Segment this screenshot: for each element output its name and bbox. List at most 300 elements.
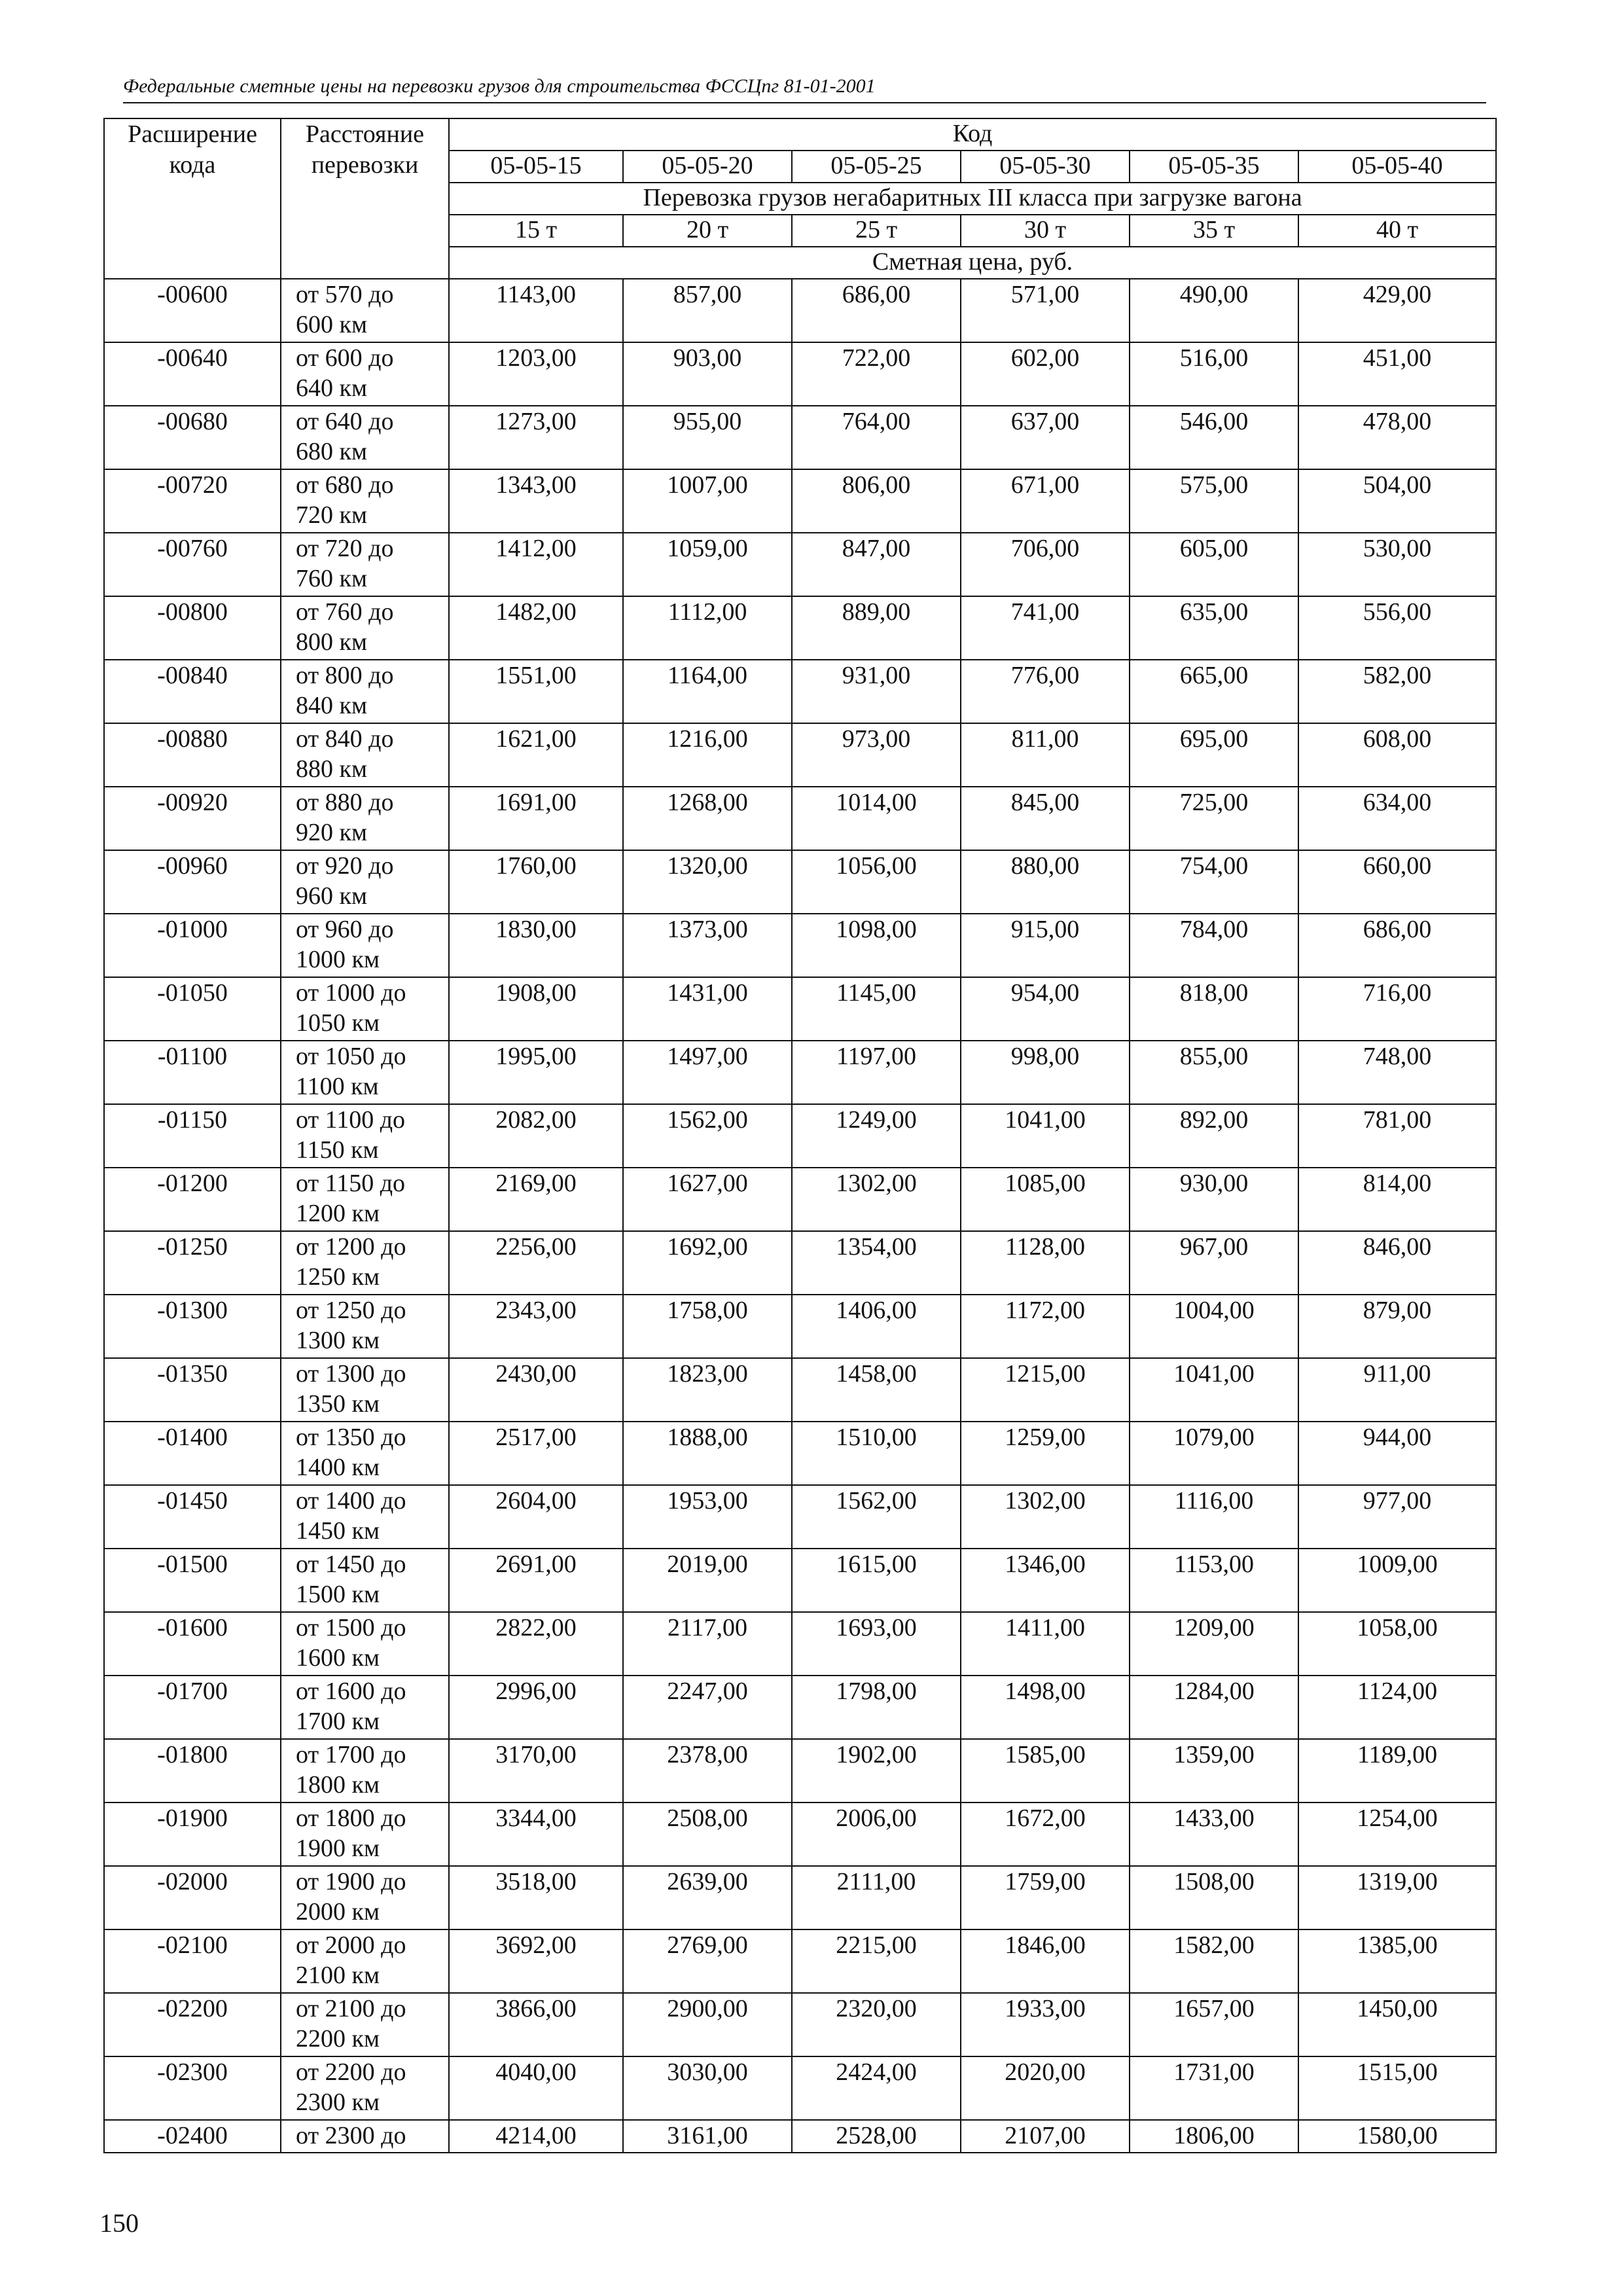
- price-cell: 814,00: [1298, 1168, 1496, 1231]
- price-cell: 686,00: [1298, 914, 1496, 977]
- price-cell: 1128,00: [961, 1231, 1130, 1295]
- price-cell: 955,00: [623, 406, 792, 469]
- load-cell: 30 т: [961, 215, 1130, 247]
- distance-cell: [281, 2120, 449, 2153]
- price-cell: 892,00: [1130, 1104, 1298, 1168]
- price-cell: 1249,00: [792, 1104, 961, 1168]
- price-cell: 2378,00: [623, 1739, 792, 1803]
- price-cell: 3866,00: [449, 1993, 623, 2056]
- price-cell: 1254,00: [1298, 1803, 1496, 1866]
- code-extension-cell: -00920: [104, 787, 281, 850]
- price-cell: 1692,00: [623, 1231, 792, 1295]
- price-cell: 1888,00: [623, 1422, 792, 1485]
- table-row: [104, 406, 1496, 469]
- price-cell: 4214,00: [449, 2120, 623, 2153]
- running-header: Федеральные сметные цены на перевозки грузов для строительства ФССЦпг 81-01-2001: [123, 73, 1486, 103]
- distance-from: от 570 до: [296, 281, 394, 308]
- code-extension-cell: -01300: [104, 1295, 281, 1358]
- price-cell: 2769,00: [623, 1929, 792, 1993]
- distance-to: 880 км: [296, 755, 368, 783]
- price-cell: 716,00: [1298, 977, 1496, 1041]
- price-cell: 490,00: [1130, 279, 1298, 342]
- price-cell: 2424,00: [792, 2056, 961, 2120]
- header-row-code: [104, 118, 1496, 151]
- price-cell: 806,00: [792, 469, 961, 533]
- code-extension-cell: -01500: [104, 1549, 281, 1612]
- distance-from: от 2300 до: [296, 2122, 406, 2149]
- price-cell: 1004,00: [1130, 1295, 1298, 1358]
- price-cell: 2900,00: [623, 1993, 792, 2056]
- price-cell: 1450,00: [1298, 1993, 1496, 2056]
- price-cell: 1759,00: [961, 1866, 1130, 1929]
- price-label-cell: Сметная цена, руб.: [449, 247, 1496, 279]
- code-extension-cell: -00680: [104, 406, 281, 469]
- load-cell: 15 т: [449, 215, 623, 247]
- load-cell: 20 т: [623, 215, 792, 247]
- price-cell: 1562,00: [623, 1104, 792, 1168]
- distance-cell: [281, 1231, 449, 1295]
- distance-from: от 720 до: [296, 535, 394, 562]
- distance-from: от 1700 до: [296, 1741, 406, 1768]
- price-cell: 1672,00: [961, 1803, 1130, 1866]
- price-cell: 1615,00: [792, 1549, 961, 1612]
- price-cell: 1691,00: [449, 787, 623, 850]
- price-cell: 660,00: [1298, 850, 1496, 914]
- price-cell: 1482,00: [449, 596, 623, 660]
- distance-from: от 1050 до: [296, 1043, 406, 1070]
- distance-to: 1250 км: [296, 1263, 380, 1291]
- distance-cell: [281, 533, 449, 596]
- price-cell: 857,00: [623, 279, 792, 342]
- distance-cell: [281, 977, 449, 1041]
- price-cell: 1585,00: [961, 1739, 1130, 1803]
- price-cell: 1373,00: [623, 914, 792, 977]
- distance-cell: [281, 1041, 449, 1104]
- distance-from: от 1600 до: [296, 1677, 406, 1705]
- price-cell: 725,00: [1130, 787, 1298, 850]
- code-extension-cell: -01350: [104, 1358, 281, 1422]
- distance-to: 720 км: [296, 501, 368, 529]
- price-cell: 4040,00: [449, 2056, 623, 2120]
- distance-from: от 1500 до: [296, 1614, 406, 1641]
- price-cell: 1098,00: [792, 914, 961, 977]
- distance-from: от 1800 до: [296, 1804, 406, 1832]
- price-cell: 1116,00: [1130, 1485, 1298, 1549]
- table-row: [104, 2120, 1496, 2153]
- distance-to: 1100 км: [296, 1073, 379, 1100]
- price-cell: 1823,00: [623, 1358, 792, 1422]
- table-row: [104, 1739, 1496, 1803]
- code-extension-cell: -00760: [104, 533, 281, 596]
- price-cell: 2019,00: [623, 1549, 792, 1612]
- distance-to: 1700 км: [296, 1708, 380, 1735]
- description-cell: Перевозка грузов негабаритных III класса при загрузке вагона: [449, 183, 1496, 215]
- price-cell: 1009,00: [1298, 1549, 1496, 1612]
- price-cell: 3518,00: [449, 1866, 623, 1929]
- distance-to: 960 км: [296, 882, 368, 910]
- price-cell: 2508,00: [623, 1803, 792, 1866]
- price-cell: 1320,00: [623, 850, 792, 914]
- distance-to: 2000 км: [296, 1898, 380, 1926]
- distance-to: 800 км: [296, 628, 368, 656]
- price-cell: 478,00: [1298, 406, 1496, 469]
- price-cell: 811,00: [961, 723, 1130, 787]
- distance-from: от 920 до: [296, 852, 394, 880]
- distance-cell: [281, 1104, 449, 1168]
- distance-cell: [281, 787, 449, 850]
- price-cell: 3161,00: [623, 2120, 792, 2153]
- distance-from: от 1150 до: [296, 1170, 406, 1197]
- price-cell: 2107,00: [961, 2120, 1130, 2153]
- price-cell: 944,00: [1298, 1422, 1496, 1485]
- table-row: [104, 596, 1496, 660]
- price-cell: 1302,00: [961, 1485, 1130, 1549]
- price-cell: 879,00: [1298, 1295, 1496, 1358]
- price-cell: 1056,00: [792, 850, 961, 914]
- table-row: [104, 1422, 1496, 1485]
- distance-cell: [281, 723, 449, 787]
- distance-to: 1350 км: [296, 1390, 380, 1418]
- table-row: [104, 279, 1496, 342]
- price-cell: 915,00: [961, 914, 1130, 977]
- price-cell: 671,00: [961, 469, 1130, 533]
- code-cell: 05-05-15: [449, 151, 623, 183]
- price-cell: 1562,00: [792, 1485, 961, 1549]
- distance-from: от 1300 до: [296, 1360, 406, 1388]
- distance-from: от 1400 до: [296, 1487, 406, 1515]
- code-extension-cell: -01050: [104, 977, 281, 1041]
- price-cell: 1354,00: [792, 1231, 961, 1295]
- price-cell: 1902,00: [792, 1739, 961, 1803]
- distance-cell: [281, 342, 449, 406]
- table-row: [104, 2056, 1496, 2120]
- price-cell: 754,00: [1130, 850, 1298, 914]
- table-row: [104, 723, 1496, 787]
- table-row: [104, 1485, 1496, 1549]
- price-cell: 1731,00: [1130, 2056, 1298, 2120]
- price-cell: 1515,00: [1298, 2056, 1496, 2120]
- price-cell: 1580,00: [1298, 2120, 1496, 2153]
- price-cell: 3030,00: [623, 2056, 792, 2120]
- distance-cell: [281, 1929, 449, 1993]
- table-row: [104, 1358, 1496, 1422]
- distance-from: от 600 до: [296, 344, 394, 372]
- price-cell: 1112,00: [623, 596, 792, 660]
- price-cell: 1953,00: [623, 1485, 792, 1549]
- distance-to: 640 км: [296, 374, 368, 402]
- price-cell: 846,00: [1298, 1231, 1496, 1295]
- price-cell: 1203,00: [449, 342, 623, 406]
- code-extension-cell: -01800: [104, 1739, 281, 1803]
- price-cell: 605,00: [1130, 533, 1298, 596]
- distance-cell: [281, 850, 449, 914]
- price-cell: 722,00: [792, 342, 961, 406]
- price-cell: 1385,00: [1298, 1929, 1496, 1993]
- price-cell: 2256,00: [449, 1231, 623, 1295]
- price-cell: 602,00: [961, 342, 1130, 406]
- table-row: [104, 1803, 1496, 1866]
- distance-to: 2100 км: [296, 1962, 380, 1989]
- price-cell: 1145,00: [792, 977, 961, 1041]
- distance-to: 1800 км: [296, 1771, 380, 1799]
- distance-from: от 2000 до: [296, 1931, 406, 1959]
- price-cell: 2822,00: [449, 1612, 623, 1676]
- price-cell: 2528,00: [792, 2120, 961, 2153]
- price-cell: 998,00: [961, 1041, 1130, 1104]
- price-cell: 931,00: [792, 660, 961, 723]
- table-row: [104, 342, 1496, 406]
- code-extension-cell: -00800: [104, 596, 281, 660]
- distance-from: от 1100 до: [296, 1106, 406, 1134]
- distance-from: от 1450 до: [296, 1551, 406, 1578]
- price-cell: 1343,00: [449, 469, 623, 533]
- price-cell: 635,00: [1130, 596, 1298, 660]
- table-row: [104, 1993, 1496, 2056]
- code-extension-cell: -02000: [104, 1866, 281, 1929]
- price-cell: 706,00: [961, 533, 1130, 596]
- price-cell: 764,00: [792, 406, 961, 469]
- price-cell: 2082,00: [449, 1104, 623, 1168]
- load-cell: 25 т: [792, 215, 961, 247]
- table-row: [104, 533, 1496, 596]
- price-cell: 1268,00: [623, 787, 792, 850]
- price-cell: 1259,00: [961, 1422, 1130, 1485]
- price-cell: 2117,00: [623, 1612, 792, 1676]
- distance-from: от 1250 до: [296, 1297, 406, 1324]
- distance-cell: [281, 406, 449, 469]
- price-cell: 686,00: [792, 279, 961, 342]
- price-cell: 954,00: [961, 977, 1130, 1041]
- price-cell: 1058,00: [1298, 1612, 1496, 1676]
- distance-cell: [281, 914, 449, 977]
- price-cell: 634,00: [1298, 787, 1496, 850]
- price-cell: 504,00: [1298, 469, 1496, 533]
- code-extension-cell: -00880: [104, 723, 281, 787]
- price-cell: 556,00: [1298, 596, 1496, 660]
- price-cell: 748,00: [1298, 1041, 1496, 1104]
- price-cell: 1621,00: [449, 723, 623, 787]
- distance-cell: [281, 2056, 449, 2120]
- price-cell: 889,00: [792, 596, 961, 660]
- price-cell: 2247,00: [623, 1676, 792, 1739]
- price-cell: 582,00: [1298, 660, 1496, 723]
- code-extension-cell: -02300: [104, 2056, 281, 2120]
- price-cell: 1693,00: [792, 1612, 961, 1676]
- price-cell: 1431,00: [623, 977, 792, 1041]
- price-cell: 776,00: [961, 660, 1130, 723]
- price-cell: 571,00: [961, 279, 1130, 342]
- price-cell: 637,00: [961, 406, 1130, 469]
- distance-cell: [281, 469, 449, 533]
- price-cell: 1014,00: [792, 787, 961, 850]
- distance-from: от 960 до: [296, 916, 394, 943]
- price-cell: 818,00: [1130, 977, 1298, 1041]
- price-cell: 1412,00: [449, 533, 623, 596]
- table-row: [104, 914, 1496, 977]
- price-cell: 516,00: [1130, 342, 1298, 406]
- col-header-distance: Расстояние перевозки: [281, 118, 449, 279]
- table-row: [104, 1929, 1496, 1993]
- table-row: [104, 1041, 1496, 1104]
- code-extension-cell: -02100: [104, 1929, 281, 1993]
- price-cell: 1197,00: [792, 1041, 961, 1104]
- table-row: [104, 660, 1496, 723]
- price-cell: 1798,00: [792, 1676, 961, 1739]
- col-header-code: Код: [449, 118, 1496, 151]
- price-cell: 1079,00: [1130, 1422, 1298, 1485]
- distance-to: 1150 км: [296, 1136, 379, 1164]
- price-cell: 967,00: [1130, 1231, 1298, 1295]
- price-cell: 930,00: [1130, 1168, 1298, 1231]
- distance-cell: [281, 1676, 449, 1739]
- price-cell: 2517,00: [449, 1422, 623, 1485]
- price-cell: 847,00: [792, 533, 961, 596]
- code-extension-cell: -00960: [104, 850, 281, 914]
- price-cell: 1319,00: [1298, 1866, 1496, 1929]
- price-cell: 1059,00: [623, 533, 792, 596]
- distance-from: от 840 до: [296, 725, 394, 753]
- distance-to: 1400 км: [296, 1454, 380, 1481]
- price-cell: 845,00: [961, 787, 1130, 850]
- price-cell: 1359,00: [1130, 1739, 1298, 1803]
- table-row: [104, 1295, 1496, 1358]
- distance-cell: [281, 1358, 449, 1422]
- price-cell: 1458,00: [792, 1358, 961, 1422]
- code-extension-cell: -01000: [104, 914, 281, 977]
- price-cell: 2691,00: [449, 1549, 623, 1612]
- price-cell: 741,00: [961, 596, 1130, 660]
- price-cell: 1273,00: [449, 406, 623, 469]
- price-cell: 1007,00: [623, 469, 792, 533]
- distance-to: 1600 км: [296, 1644, 380, 1672]
- price-cell: 3692,00: [449, 1929, 623, 1993]
- price-cell: 2343,00: [449, 1295, 623, 1358]
- price-cell: 1508,00: [1130, 1866, 1298, 1929]
- price-cell: 530,00: [1298, 533, 1496, 596]
- distance-cell: [281, 1866, 449, 1929]
- price-cell: 1627,00: [623, 1168, 792, 1231]
- price-cell: 2430,00: [449, 1358, 623, 1422]
- price-cell: 2215,00: [792, 1929, 961, 1993]
- table-row: [104, 787, 1496, 850]
- distance-to: 1900 км: [296, 1835, 380, 1862]
- code-extension-cell: -01150: [104, 1104, 281, 1168]
- price-cell: 2169,00: [449, 1168, 623, 1231]
- distance-from: от 760 до: [296, 598, 394, 626]
- distance-cell: [281, 660, 449, 723]
- code-extension-cell: -01400: [104, 1422, 281, 1485]
- code-extension-cell: -01100: [104, 1041, 281, 1104]
- price-cell: 1830,00: [449, 914, 623, 977]
- distance-from: от 880 до: [296, 789, 394, 816]
- price-cell: 695,00: [1130, 723, 1298, 787]
- price-cell: 1657,00: [1130, 1993, 1298, 2056]
- price-cell: 1995,00: [449, 1041, 623, 1104]
- price-cell: 1497,00: [623, 1041, 792, 1104]
- distance-cell: [281, 1295, 449, 1358]
- price-cell: 1510,00: [792, 1422, 961, 1485]
- price-cell: 1189,00: [1298, 1739, 1496, 1803]
- load-cell: 40 т: [1298, 215, 1496, 247]
- price-cell: 608,00: [1298, 723, 1496, 787]
- table-row: [104, 1231, 1496, 1295]
- price-cell: 781,00: [1298, 1104, 1496, 1168]
- price-cell: 1209,00: [1130, 1612, 1298, 1676]
- distance-from: от 2100 до: [296, 1995, 406, 2022]
- table-row: [104, 977, 1496, 1041]
- price-cell: 903,00: [623, 342, 792, 406]
- code-extension-cell: -01250: [104, 1231, 281, 1295]
- distance-to: 1050 км: [296, 1009, 380, 1037]
- price-cell: 1284,00: [1130, 1676, 1298, 1739]
- distance-to: 1000 км: [296, 946, 380, 973]
- distance-from: от 1200 до: [296, 1233, 406, 1261]
- code-extension-cell: -00840: [104, 660, 281, 723]
- price-cell: 911,00: [1298, 1358, 1496, 1422]
- distance-cell: [281, 1422, 449, 1485]
- price-cell: 575,00: [1130, 469, 1298, 533]
- table-row: [104, 1676, 1496, 1739]
- code-extension-cell: -00640: [104, 342, 281, 406]
- distance-to: 840 км: [296, 692, 368, 719]
- price-cell: 2320,00: [792, 1993, 961, 2056]
- price-cell: 1153,00: [1130, 1549, 1298, 1612]
- table-row: [104, 1104, 1496, 1168]
- price-cell: 1760,00: [449, 850, 623, 914]
- price-cell: 1041,00: [961, 1104, 1130, 1168]
- distance-from: от 640 до: [296, 408, 394, 435]
- price-cell: 2006,00: [792, 1803, 961, 1866]
- load-cell: 35 т: [1130, 215, 1298, 247]
- distance-from: от 2200 до: [296, 2058, 406, 2086]
- price-cell: 665,00: [1130, 660, 1298, 723]
- price-cell: 973,00: [792, 723, 961, 787]
- distance-from: от 680 до: [296, 471, 394, 499]
- distance-cell: [281, 596, 449, 660]
- price-cell: 1498,00: [961, 1676, 1130, 1739]
- code-extension-cell: -00600: [104, 279, 281, 342]
- price-cell: 1346,00: [961, 1549, 1130, 1612]
- price-cell: 3344,00: [449, 1803, 623, 1866]
- distance-cell: [281, 1168, 449, 1231]
- price-cell: 1758,00: [623, 1295, 792, 1358]
- price-cell: 784,00: [1130, 914, 1298, 977]
- price-cell: 1411,00: [961, 1612, 1130, 1676]
- distance-to: 1200 км: [296, 1200, 380, 1227]
- table-row: [104, 1168, 1496, 1231]
- price-cell: 1041,00: [1130, 1358, 1298, 1422]
- price-cell: 1172,00: [961, 1295, 1130, 1358]
- code-extension-cell: -01450: [104, 1485, 281, 1549]
- distance-to: 1500 км: [296, 1581, 380, 1608]
- distance-to: 920 км: [296, 819, 368, 846]
- price-cell: 1406,00: [792, 1295, 961, 1358]
- distance-to: 680 км: [296, 438, 368, 465]
- price-cell: 1933,00: [961, 1993, 1130, 2056]
- price-cell: 1124,00: [1298, 1676, 1496, 1739]
- distance-cell: [281, 1549, 449, 1612]
- price-cell: 2996,00: [449, 1676, 623, 1739]
- distance-from: от 1000 до: [296, 979, 406, 1007]
- distance-cell: [281, 1739, 449, 1803]
- price-cell: 1908,00: [449, 977, 623, 1041]
- price-cell: 2639,00: [623, 1866, 792, 1929]
- price-cell: 1215,00: [961, 1358, 1130, 1422]
- page-number: 150: [99, 2208, 139, 2238]
- code-extension-cell: -01600: [104, 1612, 281, 1676]
- price-cell: 1806,00: [1130, 2120, 1298, 2153]
- distance-to: 1450 км: [296, 1517, 380, 1545]
